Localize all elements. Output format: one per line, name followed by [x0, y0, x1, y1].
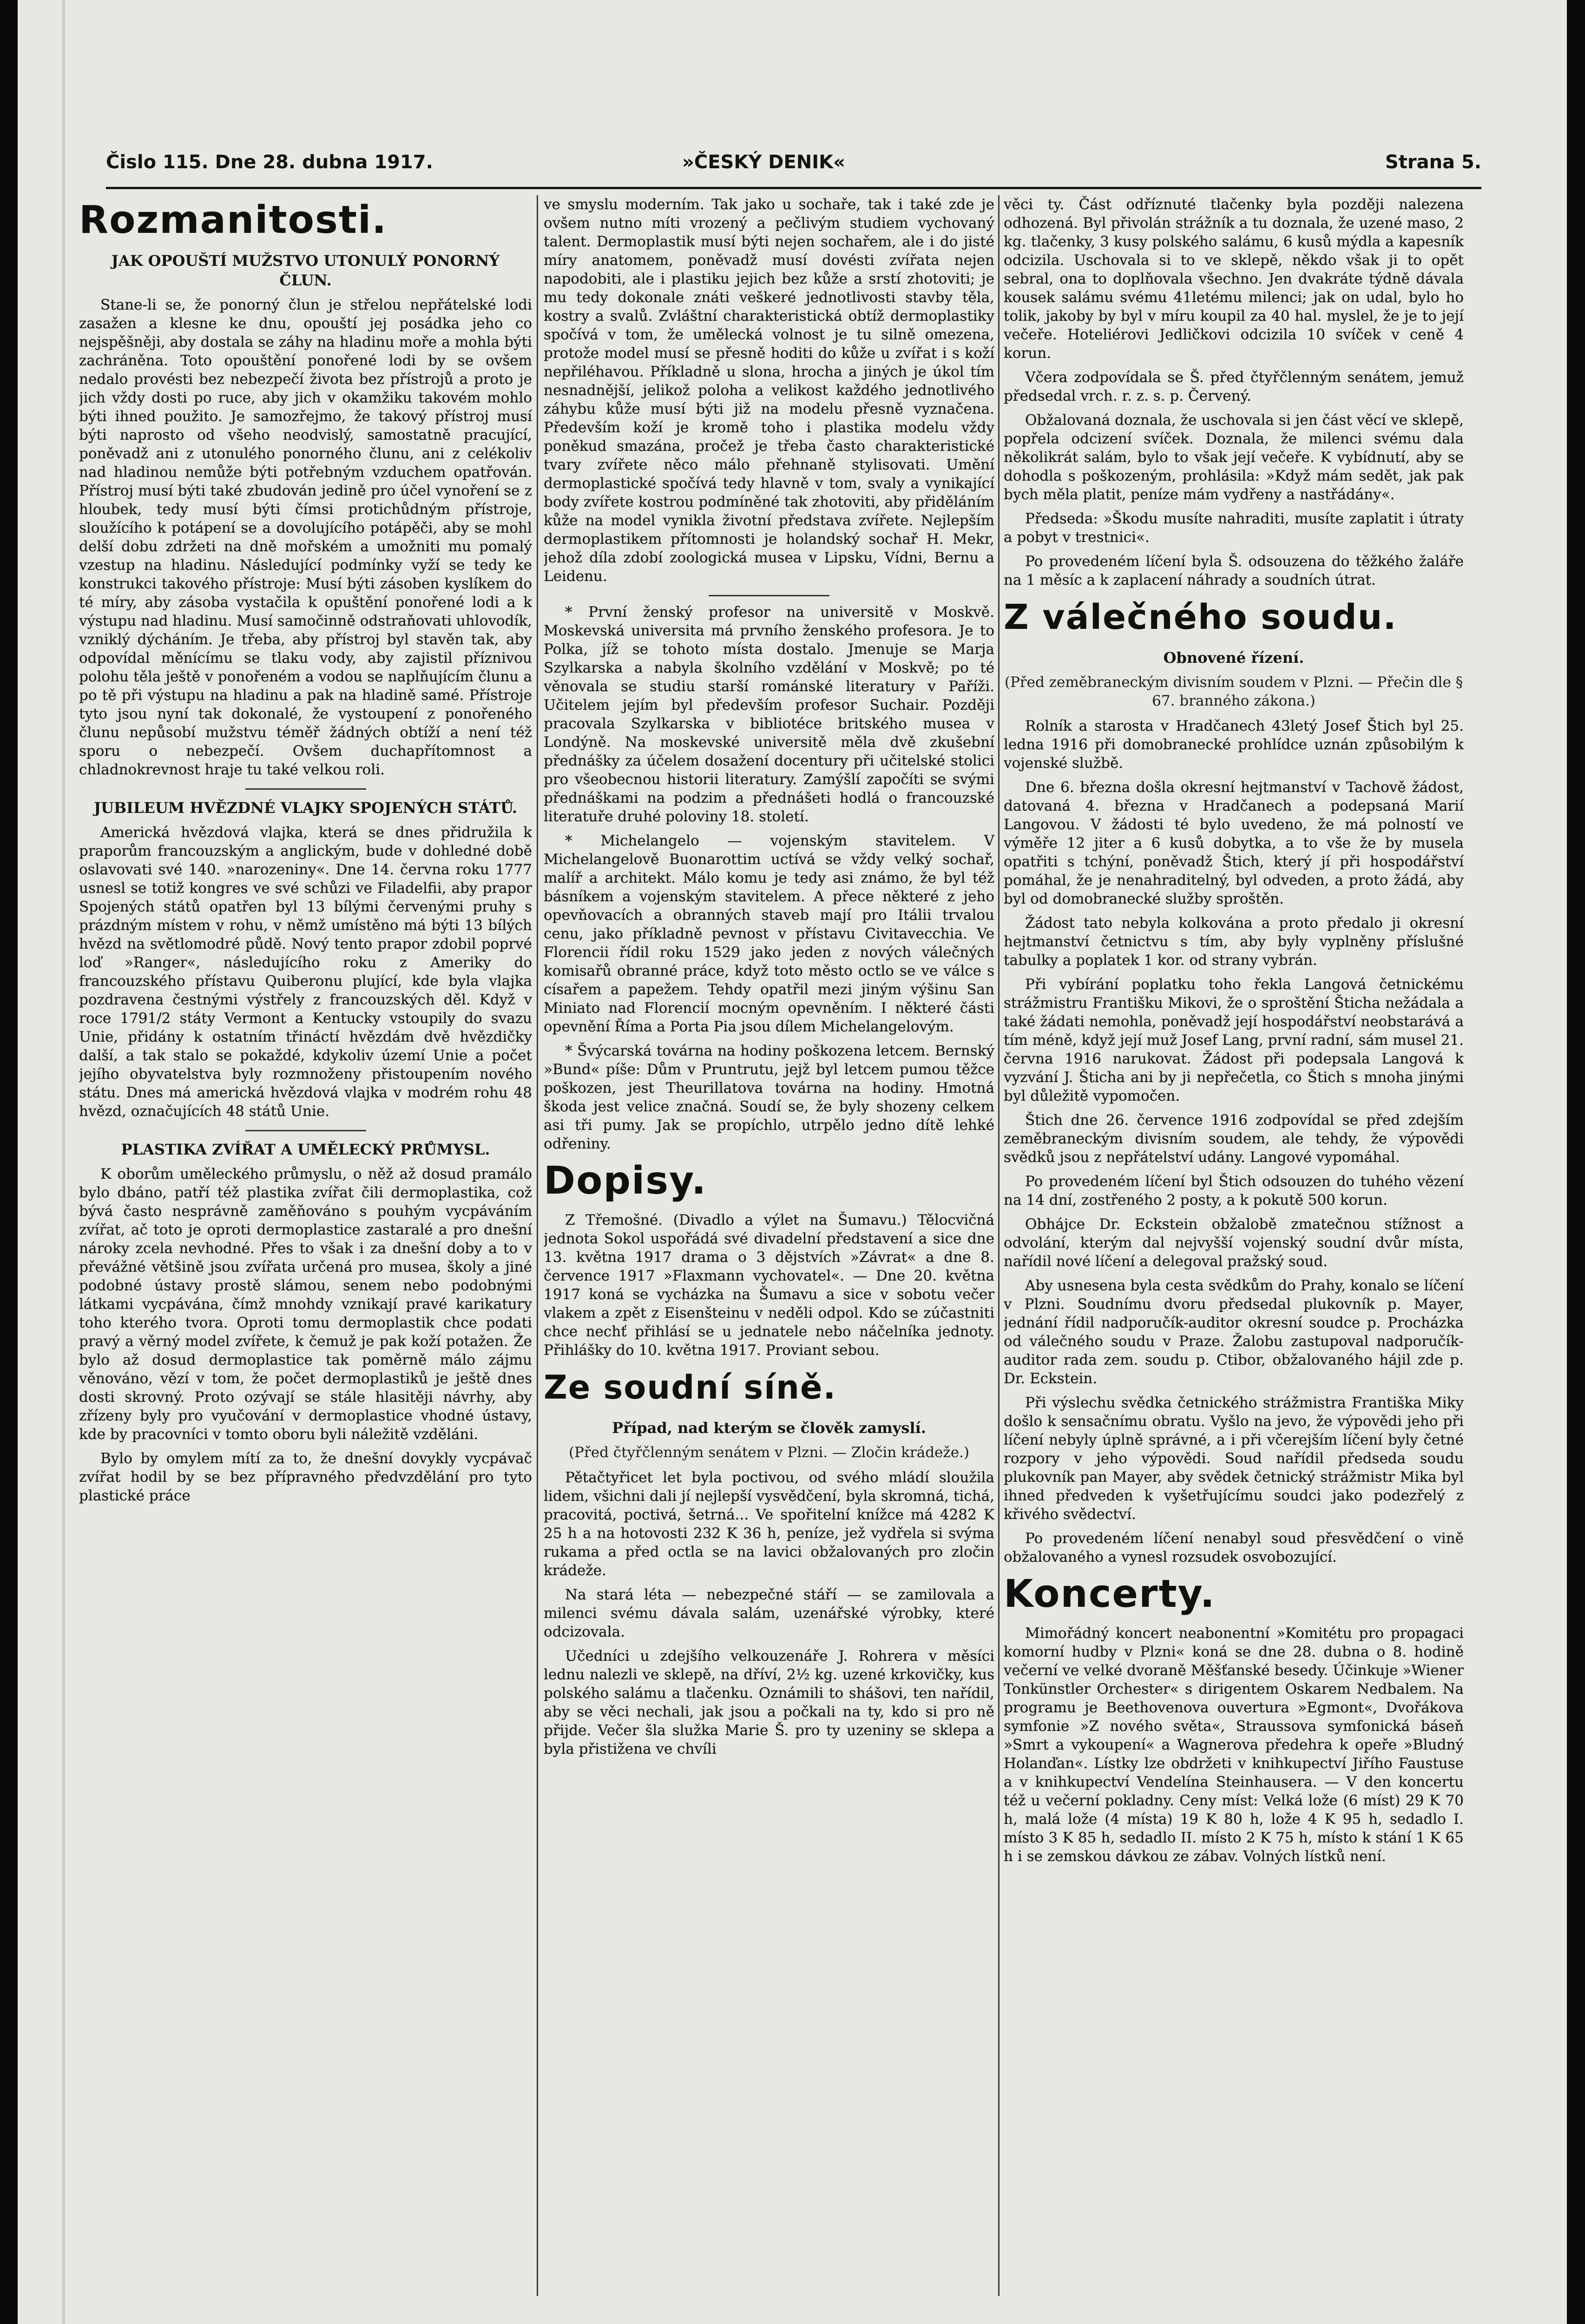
article-paragraph: Včera zodpovídala se Š. před čtyřčlenným senátem, jemuž předsedal vrch. r. z. s. p. Červený. [1004, 369, 1464, 404]
article-paragraph: Učedníci u zdejšího velkouzenáře J. Rohrera v měsíci lednu nalezli ve sklepě, na dříví, 2½ kg. uzené krkovičky, kus polského salámu a tlačenku. Oznámili to shášovi, ten nařídil, aby se věci nechali, jak jsou a počkali na ty, kdo si pro ně přijde. Večer šla služka Marie Š. pro ty uzeniny se sklepa a byla přistižena ve chvíli [544, 1648, 994, 1757]
article-paragraph: Na stará léta — nebezpečné stáří — se zamilovala a milenci svému dávala salám, uzenářské výrobky, které odcizovala. [544, 1586, 994, 1640]
section-heading-dopisy: Dopisy. [544, 1159, 707, 1203]
article-paragraph: věci ty. Část odříznuté tlačenky byla později nalezena odhozená. Byl přivolán strážník a tu doznala, že uzené maso, 2 kg. tlačenky, 3 kusy polského salámu, 6 kusů mýdla a kapesník odcizila. Uschovala si to ve sklepě, někdo však ji to opět sebral, ona to doplňovala všechno. Jen dvakráte týdně dávala kousek salámu svému 41letému milenci; jak on udal, bylo ho tolik, jakoby by byl v míru koupil za 40 hal. myslel, že je to její večeře. Hoteliérovi Jedličkovi odcizila 10 svíček v ceně 4 korun. [1004, 196, 1464, 362]
divider [245, 1130, 366, 1131]
divider [245, 788, 366, 790]
column-3 [1004, 195, 1464, 2296]
article-paragraph: Při výslechu svědka četnického strážmistra Františka Miky došlo k sensačnímu obratu. Vyšlo na jevo, že výpovědi jeho při líčení nebyly úplně správné, a i při včerejším líčení byly četné rozpory v jeho výpovědi. Soud nařídil předseda soudu plukovník pan Mayer, aby svědek četnický strážmistr Mika byl ihned předveden k vyšetřujícímu soudci jako podezřelý z křivého svědectví. [1004, 1394, 1464, 1523]
article-paragraph: Stane-li se, že ponorný člun je střelou nepřátelské lodi zasažen a klesne ke dnu, opouští jej posádka jeho co nejspěšněji, aby dostala se záhy na hladinu moře a mohla býti zachráněna. Toto opouštění ponořené lodi by se ovšem nedalo provésti bez nebezpečí života bez přístrojů a proto je jich vždy dosti po ruce, aby jich v okamžiku takovém mohlo býti ihned použito. Je samozřejmo, že takový přístroj musí býti naprosto od všeho neodvislý, samostatně pracující, poněvadž ani z utonulého ponorného člunu, ani z celékoliv nad hladinou nemůže býti potřebným vzduchem opatřován. Přístroj musí býti také zbudován jedině pro účel vynoření se z hloubek, tedy musí býti čímsi protichůdným přístroje, sloužícího k potápení se a dovolujícího potápěči, aby se mohl delší dobu zdržeti na dně mořském a umožniti mu pomalý vzestup na hladinu. Následující podmínky vyží se tedy ke konstrukci takového přístroje: Musí býti zásoben kyslíkem do té míry, aby zásoba vystačila k opuštění ponořené lodi a k výstupu nad hladinu. Musí samočinně odstraňovati uhlovodík, vzniklý dýcháním. Je třeba, aby přístroj byl stavěn tak, aby odpovídal měnícímu se tlaku vody, aby zajistil příznivou polohu těla ještě v ponořeném a vodou se naplňujícím člunu a po tě při výstupu na hladinu a pak na hladině samé. Přístroje tyto jsou nyní tak dokonalé, že vystoupení z ponořeného člunu nepůsobí mužstvu téměř žádných obtíží a není též sporu o nebezpečí. Ovšem duchapřítomnost a chladnokrevnost hraje tu také velkou roli. [79, 297, 532, 778]
article-title: Obnovené řízení. [1163, 649, 1304, 667]
article-paragraph: Mimořádný koncert neabonentní »Komitétu pro propagaci komorní hudby v Plzni« koná se dne 28. dubna o 8. hodině večerní ve velké dvoraně Měšťanské besedy. Účinkuje »Wiener Tonkünstler Orchester« s dirigentem Oskarem Nedbalem. Na programu je Beethovenova ouvertura »Egmont«, Dvořákova symfonie »Z nového světa«, Straussova symfonická báseň »Smrt a vykoupení« a Wagnerova předehra k opeře »Bludný Holanďan«. Lístky lze obdržeti v knihkupectví Jiřího Faustuse a v knihkupectví Vendelína Steinhausera. — V den koncertu též u večerní pokladny. Ceny míst: Velká lože (6 míst) 29 K 70 h, malá lože (4 místa) 19 K 80 h, lože 4 K 95 h, sedadlo I. místo 3 K 85 h, sedadlo II. místo 2 K 75 h, místo k stání 1 K 65 h i se zemskou dávkou ze zábav. Volných lístků není. [1004, 1625, 1464, 1865]
divider [709, 595, 829, 596]
article-title: PLASTIKA ZVÍŘAT A UMĚLECKÝ PRŮMYSL. [121, 1141, 490, 1158]
article-paragraph: Po provedeném líčení byl Štich odsouzen do tuhého vězení na 14 dní, zostřeného 2 posty, a k pokutě 500 korun. [1004, 1173, 1464, 1208]
article-paragraph: Pětačtyřicet let byla poctivou, od svého mládí sloužila lidem, všichni dali jí nejlepší vysvědčení, byla skromná, tichá, pracovitá, poctivá, šetrná... Ve spořitelní knížce má 4282 K 25 h a na hotovosti 232 K 36 h, peníze, jež vydřela si svýma rukama a před octla se na lavici obžalovaných pro zločin krádeže. [544, 1469, 994, 1579]
column-1 [79, 195, 532, 2296]
section-heading-soudni-sin: Ze soudní síně. [544, 1368, 837, 1406]
article-paragraph: K oborům uměleckého průmyslu, o něž až dosud pramálo bylo dbáno, patří též plastika zvířat čili dermoplastika, což bývá často nesprávně zaměňováno s pouhým vycpáváním zvířat, ač toto je oproti dermoplastice zastaralé a pro dnešní nároky zcela nevhodné. Přes to však i za dnešní doby a to v převážné většině jsou zvířata určená pro musea, školy a jiné podobné ústavy prostě slámou, senem nebo podobnými látkami vycpávána, čímž mnohdy vznikají pravé karikatury toho kterého tvora. Oproti tomu dermoplastik chce podati pravý a věrný model zvířete, k čemuž je pak koží potažen. Že bylo až dosud dermoplastice tak poměrně málo zájmu věnováno, vězí v tom, že počet dermoplastiků je ještě dnes dosti skrovný. Proto ozývají se stále hlasitěji návrhy, aby zřízeny byly pro vyučování v dermoplastice vhodné ústavy, kde by pracovníci v tomto oboru byli náležitě vzděláni. [79, 1166, 532, 1443]
news-item: * První ženský profesor na universitě v Moskvě. Moskevská universita má prvního ženského profesora. Je to Polka, jíž se tohoto místa dostalo. Jmenuje se Marja Szylkarska a nabyla školního vzdělání v Moskvě; po té věnovala se studiu starší románské literatury v Paříži. Učitelem jejím byl především profesor Suchair. Později pracovala Szylkarska v bibliotéce britského musea v Londýně. Na moskevské universitě měla dvě zkušební přednášky za účelem dosažení docentury při učitelské stolici pro všeobecnou historii literatury. Zamýšlí započíti se svými přednáškami na podzim a přednášeti hodlá o francouzské literatuře druhé poloviny 18. století. [544, 604, 994, 825]
article-paragraph: Žádost tato nebyla kolkována a proto předalo ji okresní hejtmanství četnictvu s tím, aby byly vyplněny příslušné tabulky a poplatek 1 kor. od strany vybrán. [1004, 915, 1464, 969]
column-2 [544, 195, 994, 2296]
article-paragraph: Obžalovaná doznala, že uschovala si jen část věcí ve sklepě, popřela odcizení svíček. Doznala, že milenci svému dala několikrát salám, bylo to však její večeře. K vybídnutí, aby se dohodla s poškozeným, prohlásila: »Když mám sedět, jak pak bych měla platit, peníze mám vydřeny a nastřádány«. [1004, 412, 1464, 503]
article-subtitle: (Před zeměbraneckým divisním soudem v Plzni. — Přečin dle § 67. branného zákona.) [1004, 674, 1463, 709]
article-paragraph: Americká hvězdová vlajka, která se dnes přidružila k praporům francouzským a anglickým, bude v dohledné době oslavovati své 140. »narozeniny«. Dne 14. června roku 1777 usnesl se totiž kongres ve své schůzi ve Filadelfii, aby prapor Spojených států opatřen byl 13 bílými červenými pruhy s prázdným místem v rohu, v němž umístěno má býti 13 bílých hvězd na světlomodré půdě. Nový tento prapor zdobil poprvé loď »Ranger«, následujícího roku z Ameriky do francouzského přístavu Quiberonu plující, kde byla vlajka pozdravena čestnými výstřely z francouzských děl. Když v roce 1791/2 státy Vermont a Kentucky vstoupily do svazu Unie, přidány k ostatním třináctí hvězdám dvě hvězdičky další, a tak stalo se pokaždé, kdykoliv území Unie a počet jejího obyvatelstva byly rozmnoženy přistoupením nového státu. Dnes má americká hvězdová vlajka v modrém rohu 48 hvězd, označujících 48 států Unie. [79, 824, 532, 1120]
news-item: * Michelangelo — vojenským stavitelem. V Michelangelově Buonarottim uctívá se vždy velký sochař, malíř a architekt. Málo komu je tedy asi známo, že byl též básníkem a vojenským stavitelem. A přece některé z jeho opevňovacích a obranných staveb mají pro Itálii trvalou cenu, jako příkladně pevnost v přístavu Civitavecchia. Ve Florencii řídil roku 1529 jako jeden z nových válečných komisařů obranné práce, když toto město octlo se ve válce s císařem a papežem. Tehdy opatřil mezi jiným výšinu San Miniato nad Florencií mocným opevněním. I některé části opevnění Říma a Porta Pia jsou dílem Michelangelovým. [544, 832, 994, 1035]
article-paragraph: Předseda: »Škodu musíte nahraditi, musíte zaplatit i útraty a pobyt v trestnici«. [1004, 510, 1464, 546]
masthead-title: »ČESKÝ DENIK« [682, 152, 845, 173]
page-fold [62, 0, 65, 2324]
section-heading-rozmanitosti: Rozmanitosti. [79, 198, 388, 242]
article-paragraph: Z Třemošné. (Divadlo a výlet na Šumavu.) Tělocvičná jednota Sokol uspořádá své divadelní představení a sice dne 13. května 1917 drama o 3 dějstvích »Závrat« a dne 8. července 1917 »Flaxmann vychovatel«. — Dne 20. května 1917 koná se vycházka na Šumavu a sice v sobotu večer vlakem a zpět z Eisenšteinu v neděli odpol. Kdo se zúčastniti chce nechť přihlásí se u jednatele nebo náčelníka jednoty. Přihlášky do 10. května 1917. Proviant sebou. [544, 1212, 994, 1359]
column-divider [998, 195, 1000, 2296]
article-paragraph: Po provedeném líčení nenabyl soud přesvědčení o vině obžalovaného a vynesl rozsudek osvobozující. [1004, 1530, 1464, 1565]
page-header [106, 149, 1481, 181]
article-paragraph: Dne 6. března došla okresní hejtmanství v Tachově žádost, datovaná 4. března v Hradčanech a podepsaná Marií Langovou. V žádosti té bylo uvedeno, že má polností ve výměře 12 jiter a 6 kusů dobytka, a to vše že by musela opatřiti s tchýní, poněvadž Štich, který jí při hospodářství pomáhal, že je nenahraditelný, byl odveden, a proto žádá, aby byl od domobranecké služby sproštěn. [1004, 779, 1464, 907]
article-title: Případ, nad kterým se člověk zamyslí. [612, 1419, 926, 1437]
article-title: JUBILEUM HVĚZDNÉ VLAJKY SPOJENÝCH STÁTŮ. [93, 799, 518, 817]
section-heading-valecny-soud: Z válečného soudu. [1004, 597, 1397, 637]
scan-border-left [0, 0, 18, 2324]
article-paragraph: ve smyslu moderním. Tak jako u sochaře, tak i také zde je ovšem nutno míti vrozený a pečlivým studiem vychovaný talent. Dermoplastik musí býti nejen sochařem, ale i do jisté míry anatomem, poněvadž musí dovésti zvířata nejen napodobiti, ale i plastiku jejich bez kůže a srstí zhotoviti; je mu tedy dokonale znáti veškeré jednotlivosti stavby těla, kostry a svalů. Zvláštní charakteristická obtíž dermoplastiky spočívá v tom, že umělecká volnost je tu silně omezena, protože model musí se přesně hoditi do kůže u zvířat i s koží nepřiléhavou. Příkladně u slona, hrocha a jiných je úkol tím nesnadnější, jelikož poloha a velikost každého jednotlivého záhybu kůže musí býti již na modelu přesně vyznačena. Především koží je kromě toho i plastika modelu vždy poněkud smazána, pročež je třeba často charakteristické tvary zvířete něco málo přehnaně stylisovati. Umění dermoplastické spočívá tedy hlavně v tom, svaly a vynikající body zvířete kostrou podmíněné tak zhotoviti, aby přiděláním kůže na model vynikla životní představa zvířete. Nejlepším dermoplastikem přítomnosti je holandský sochař H. Mekr, jehož díla zdobí zoologická musea v Lipsku, Vídni, Bernu a Leidenu. [544, 196, 994, 585]
article-title: JAK OPOUŠTÍ MUŽSTVO UTONULÝ PONORNÝ ČLUN. [111, 252, 500, 289]
page-number: Strana 5. [1385, 152, 1481, 173]
article-paragraph: Štich dne 26. července 1916 zodpovídal se před zdejším zeměbraneckým divisním soudem, ale tehdy, že výpovědi svědků jsou z nepřátelství udány. Langové vypomáhal. [1004, 1112, 1464, 1166]
article-paragraph: Při vybírání poplatku toho řekla Langová četnickému strážmistru Františku Mikovi, že o sproštění Šticha nežádala a také žádati nemohla, poněvadž její hospodářství neobstarává a tím méně, když její muž Josef Lang, první radní, sám musel 21. června 1916 narukovat. Žádost při podepsala Langová k vyzvání J. Šticha ani by ji nepřečetla, co Štich s mnoha jinými byl důležitě vypomočen. [1004, 976, 1464, 1104]
article-paragraph: Rolník a starosta v Hradčanech 43letý Josef Štich byl 25. ledna 1916 při domobranecké prohlídce uznán způsobilým k vojenské službě. [1004, 718, 1464, 772]
issue-date: Čislo 115. Dne 28. dubna 1917. [106, 152, 433, 173]
article-paragraph: Obhájce Dr. Eckstein obžalobě zmatečnou stížnost a odvolání, kterým dal nejvyšší vojenský soudní dvůr místa, nařídil nové líčení a delegoval pražský soud. [1004, 1216, 1464, 1270]
scan-border-right [1567, 0, 1585, 2324]
article-paragraph: Aby usnesena byla cesta svědkům do Prahy, konalo se líčení v Plzni. Soudnímu dvoru předsedal plukovník p. Mayer, jednání řídil nadporučík-auditor okresní soudce p. Procházka od válečného soudu v Praze. Žalobu zastupoval nadporučík-auditor rada zem. soudu p. Ctibor, obžalovaného hájil zde p. Dr. Eckstein. [1004, 1277, 1464, 1387]
column-divider [537, 195, 538, 2296]
article-subtitle: (Před čtyřčlenným senátem v Plzni. — Zločin krádeže.) [568, 1444, 970, 1461]
article-paragraph: Po provedeném líčení byla Š. odsouzena do těžkého žaláře na 1 měsíc a k zaplacení náhrady a soudních útrat. [1004, 553, 1464, 588]
header-rule [106, 187, 1481, 189]
section-heading-koncerty: Koncerty. [1004, 1572, 1216, 1616]
news-item: * Švýcarská továrna na hodiny poškozena letcem. Bernský »Bund« píše: Dům v Pruntrutu, jejž byl letcem pumou těžce poškozen, jest Theurillatova továrna na hodiny. Hmotná škoda jest velice značná. Soudí se, že byly shozeny celkem asi tři pumy. Jak se propíchlo, utrpělo jedno dítě lehké odřeniny. [544, 1043, 994, 1152]
article-paragraph: Bylo by omylem mítí za to, že dnešní dovykly vycpávač zvířat hodil by se bez přípravného předvzdělání pro tyto plastické práce [79, 1450, 532, 1504]
